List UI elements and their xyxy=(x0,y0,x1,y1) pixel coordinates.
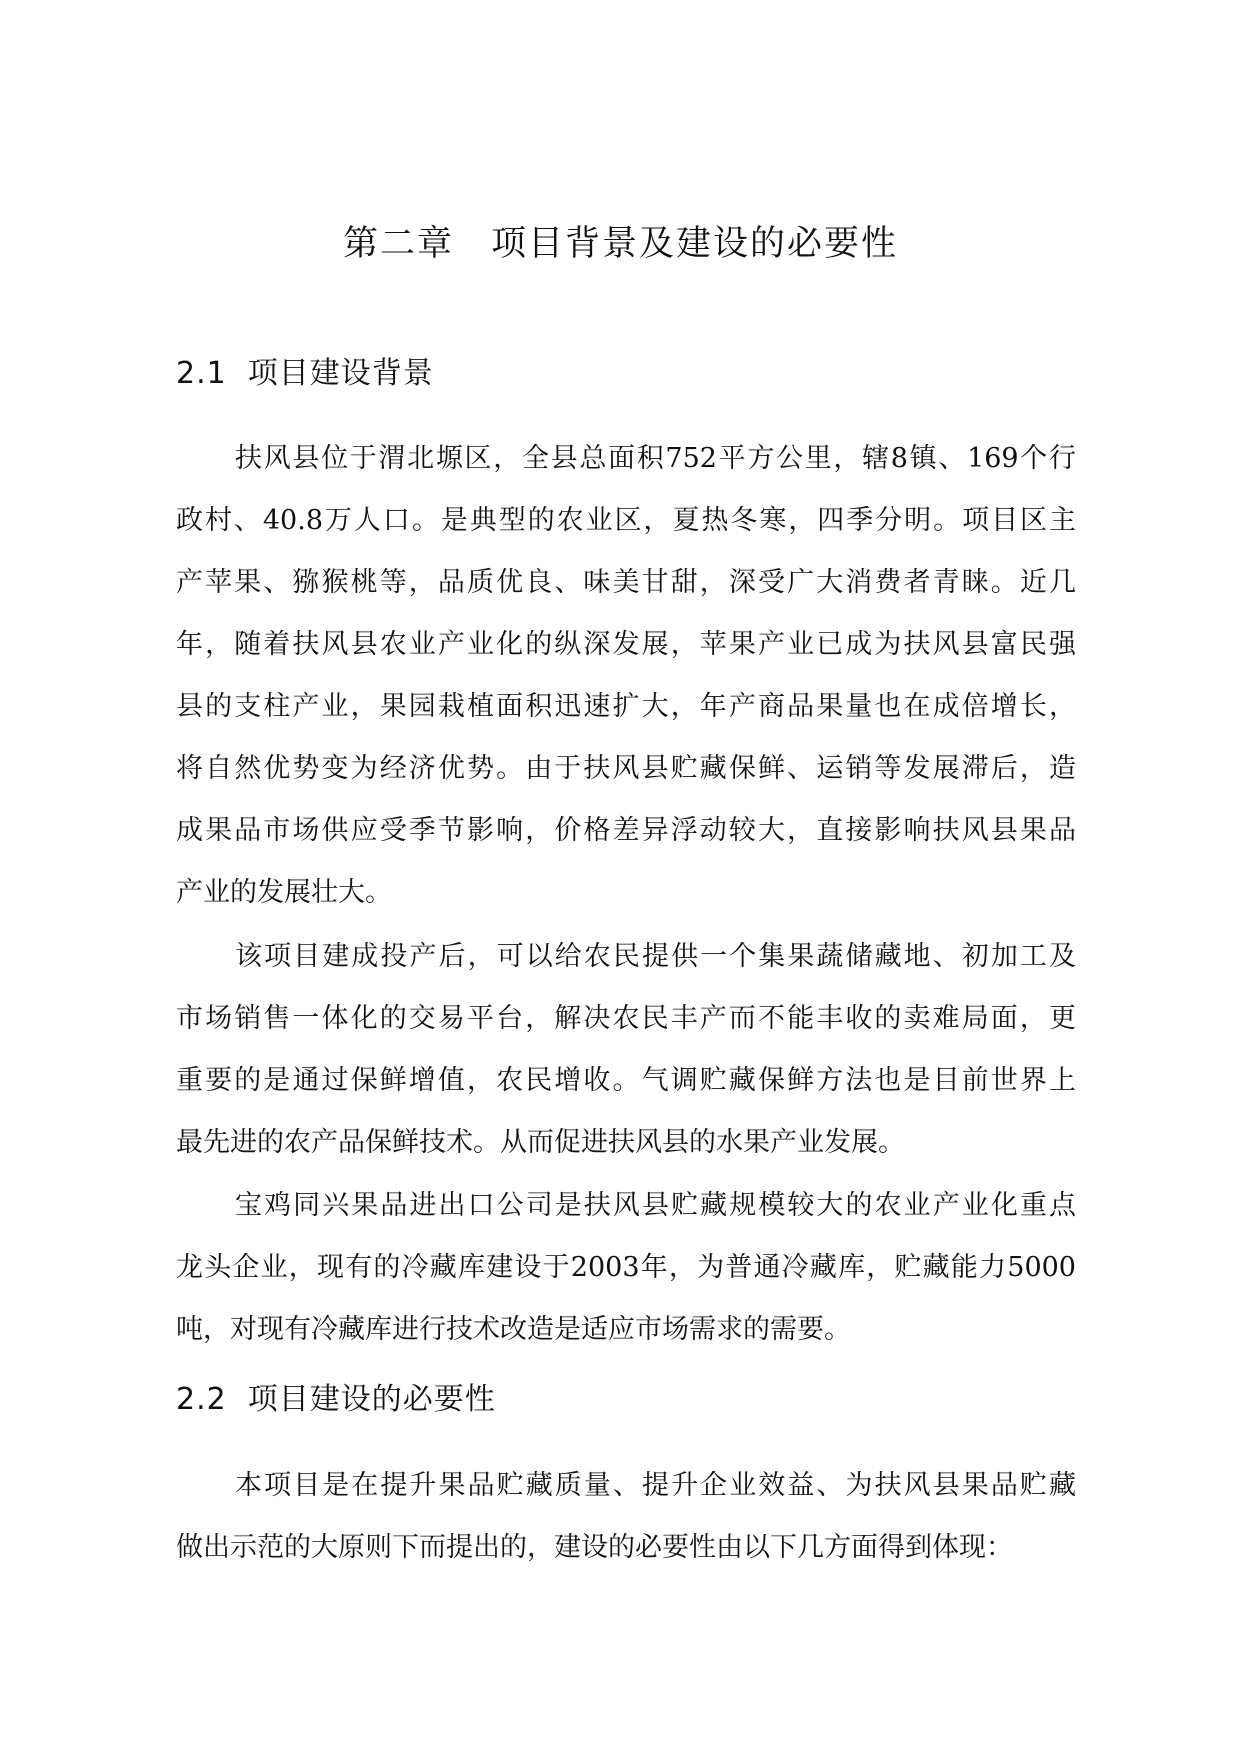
paragraph-line: 宝鸡同兴果品进出口公司是扶风县贮藏规模较大的农业产业化重点 xyxy=(235,1190,1076,1221)
paragraph-line: 年，随着扶风县农业产业化的纵深发展，苹果产业已成为扶风县富民强 xyxy=(176,629,1076,660)
paragraph-line: 产业的发展壮大。 xyxy=(176,877,392,908)
paragraph-background-1 xyxy=(176,428,1076,924)
paragraph-line: 市场销售一体化的交易平台，解决农民丰产而不能丰收的卖难局面，更 xyxy=(176,1003,1076,1034)
paragraph-line: 重要的是通过保鲜增值，农民增收。气调贮藏保鲜方法也是目前世界上 xyxy=(176,1065,1076,1096)
paragraph-necessity-1 xyxy=(176,1455,1076,1579)
paragraph-line: 产苹果、猕猴桃等，品质优良、味美甘甜，深受广大消费者青睐。近几 xyxy=(176,567,1076,598)
paragraph-line: 成果品市场供应受季节影响，价格差异浮动较大，直接影响扶风县果品 xyxy=(176,815,1076,846)
chapter-title: 第二章 项目背景及建设的必要性 xyxy=(342,224,898,264)
paragraph-line: 县的支柱产业，果园栽植面积迅速扩大，年产商品果量也在成倍增长， xyxy=(176,691,1076,722)
section-heading-2-2: 2.2 项目建设的必要性 xyxy=(176,1382,496,1417)
paragraph-line: 吨，对现有冷藏库进行技术改造是适应市场需求的需要。 xyxy=(176,1314,851,1345)
paragraph-background-3 xyxy=(176,1175,1076,1361)
paragraph-line: 政村、40.8万人口。是典型的农业区，夏热冬寒，四季分明。项目区主 xyxy=(176,505,1076,536)
paragraph-line: 该项目建成投产后，可以给农民提供一个集果蔬储藏地、初加工及 xyxy=(235,941,1076,972)
section-heading-2-1: 2.1 项目建设背景 xyxy=(176,356,434,391)
paragraph-line: 将自然优势变为经济优势。由于扶风县贮藏保鲜、运销等发展滞后，造 xyxy=(176,753,1076,784)
paragraph-line: 最先进的农产品保鲜技术。从而促进扶风县的水果产业发展。 xyxy=(176,1127,905,1158)
paragraph-line: 本项目是在提升果品贮藏质量、提升企业效益、为扶风县果品贮藏 xyxy=(235,1470,1076,1501)
paragraph-line: 扶风县位于渭北塬区，全县总面积752平方公里，辖8镇、169个行 xyxy=(235,443,1076,474)
paragraph-background-2 xyxy=(176,926,1076,1174)
paragraph-line: 龙头企业，现有的冷藏库建设于2003年，为普通冷藏库，贮藏能力5000 xyxy=(176,1252,1076,1283)
paragraph-line: 做出示范的大原则下而提出的，建设的必要性由以下几方面得到体现： xyxy=(176,1532,1013,1563)
